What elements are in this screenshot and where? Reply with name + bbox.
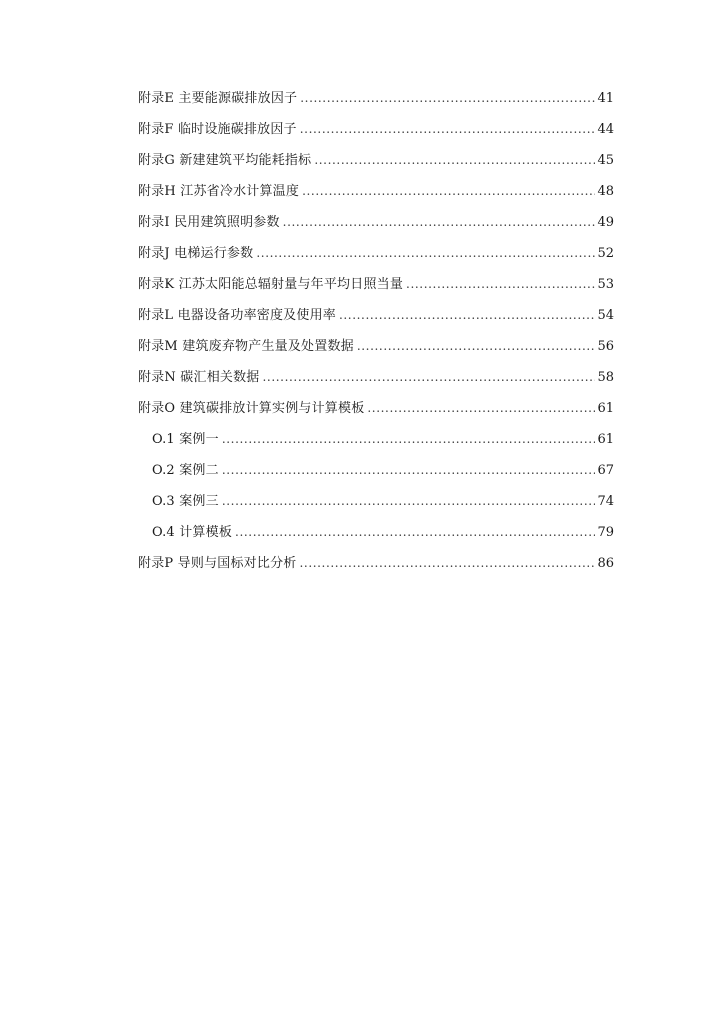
dot-leader xyxy=(235,522,595,542)
toc-entry-label: O.2 案例二 xyxy=(152,463,219,478)
toc-page-number: 79 xyxy=(597,525,614,540)
toc-entry-label: 附录L 电器设备功率密度及使用率 xyxy=(138,308,336,323)
toc-entry-appendix-i[interactable] xyxy=(138,212,614,243)
toc-page-number: 61 xyxy=(597,401,614,416)
toc-page-number: 74 xyxy=(597,494,614,509)
dot-leader xyxy=(263,367,596,387)
toc-entry-label: O.1 案例一 xyxy=(152,432,219,447)
toc-entry-appendix-k[interactable] xyxy=(138,274,614,305)
toc-entry-appendix-l[interactable] xyxy=(138,305,614,336)
toc-entry-appendix-h[interactable] xyxy=(138,181,614,212)
toc-entry-label: 附录M 建筑废弃物产生量及处置数据 xyxy=(138,339,354,354)
dot-leader xyxy=(367,398,595,418)
toc-page-number: 67 xyxy=(597,463,614,478)
toc-page-number: 45 xyxy=(597,153,614,168)
toc-entry-o1[interactable] xyxy=(138,429,614,460)
toc-entry-appendix-o[interactable] xyxy=(138,398,614,429)
toc-page-number: 61 xyxy=(597,432,614,447)
table-of-contents xyxy=(138,88,614,584)
toc-entry-label: 附录K 江苏太阳能总辐射量与年平均日照当量 xyxy=(138,277,404,292)
toc-entry-label: 附录F 临时设施碳排放因子 xyxy=(138,122,297,137)
toc-page-number: 54 xyxy=(597,308,614,323)
toc-entry-appendix-g[interactable] xyxy=(138,150,614,181)
dot-leader xyxy=(339,305,595,325)
toc-entry-label: O.3 案例三 xyxy=(152,494,219,509)
toc-entry-appendix-f[interactable] xyxy=(138,119,614,150)
dot-leader xyxy=(222,460,596,480)
dot-leader xyxy=(357,336,596,356)
dot-leader xyxy=(256,243,595,263)
toc-entry-label: 附录J 电梯运行参数 xyxy=(138,246,254,261)
dot-leader xyxy=(222,429,596,449)
toc-page-number: 52 xyxy=(597,246,614,261)
dot-leader xyxy=(406,274,595,294)
toc-entry-appendix-j[interactable] xyxy=(138,243,614,274)
toc-entry-o3[interactable] xyxy=(138,491,614,522)
dot-leader xyxy=(300,88,595,108)
toc-entry-label: 附录E 主要能源碳排放因子 xyxy=(138,91,298,106)
toc-entry-appendix-e[interactable] xyxy=(138,88,614,119)
toc-page-number: 41 xyxy=(597,91,614,106)
toc-page-number: 86 xyxy=(597,556,614,571)
toc-entry-appendix-n[interactable] xyxy=(138,367,614,398)
toc-entry-o2[interactable] xyxy=(138,460,614,491)
toc-page-number: 53 xyxy=(597,277,614,292)
toc-entry-label: 附录G 新建建筑平均能耗指标 xyxy=(138,153,312,168)
toc-entry-appendix-p[interactable] xyxy=(138,553,614,584)
dot-leader xyxy=(302,181,595,201)
toc-entry-label: O.4 计算模板 xyxy=(152,525,233,540)
dot-leader xyxy=(283,212,596,232)
toc-entry-label: 附录H 江苏省冷水计算温度 xyxy=(138,184,300,199)
toc-entry-o4[interactable] xyxy=(138,522,614,553)
toc-entry-label: 附录P 导则与国标对比分析 xyxy=(138,556,297,571)
toc-entry-label: 附录N 碳汇相关数据 xyxy=(138,370,260,385)
toc-page-number: 58 xyxy=(597,370,614,385)
toc-entry-appendix-m[interactable] xyxy=(138,336,614,367)
toc-page-number: 44 xyxy=(597,122,614,137)
toc-page-number: 48 xyxy=(597,184,614,199)
dot-leader xyxy=(299,553,595,573)
toc-page-number: 49 xyxy=(597,215,614,230)
dot-leader xyxy=(300,119,596,139)
dot-leader xyxy=(314,150,595,170)
toc-page-number: 56 xyxy=(597,339,614,354)
toc-entry-label: 附录I 民用建筑照明参数 xyxy=(138,215,280,230)
dot-leader xyxy=(222,491,596,511)
toc-entry-label: 附录O 建筑碳排放计算实例与计算模板 xyxy=(138,401,365,416)
